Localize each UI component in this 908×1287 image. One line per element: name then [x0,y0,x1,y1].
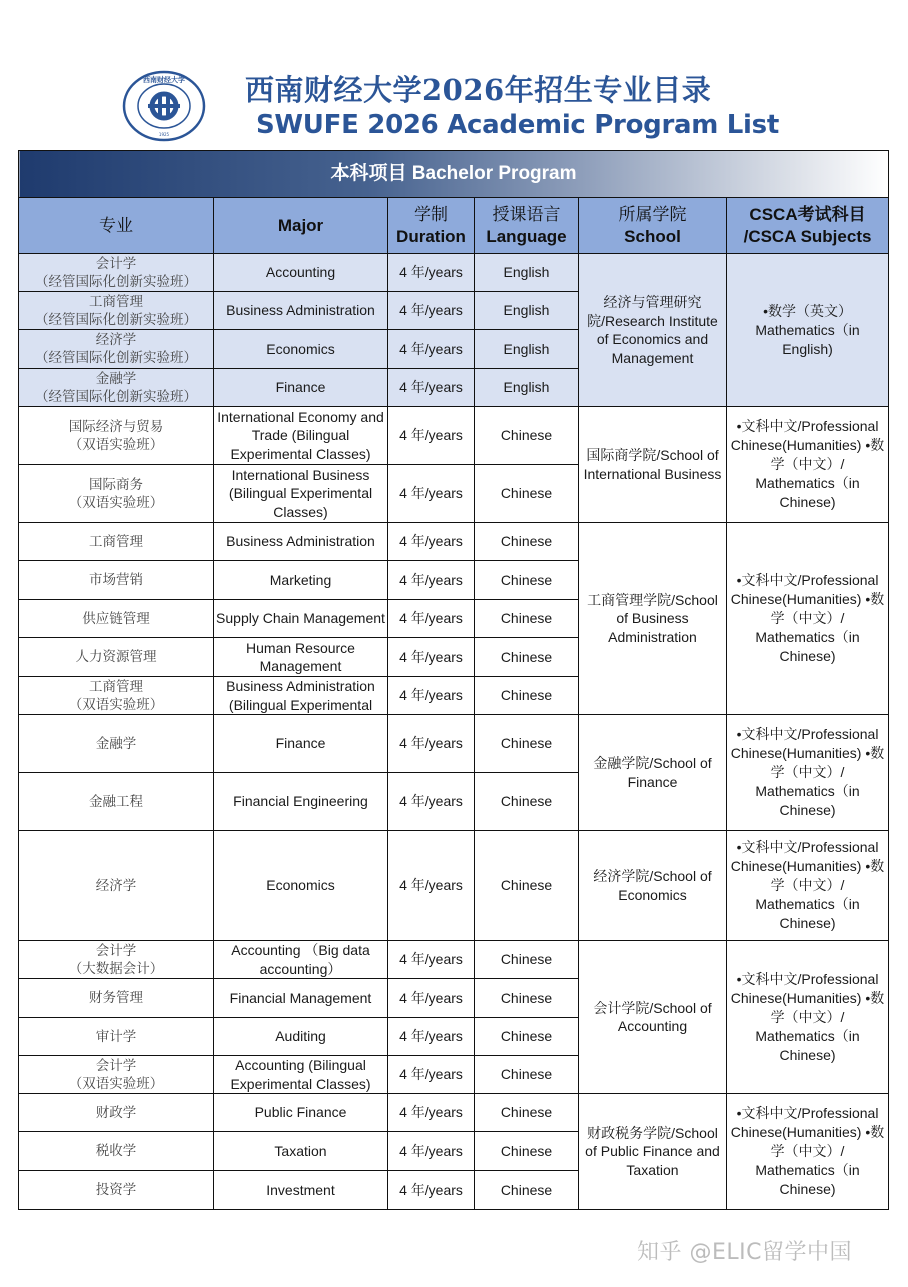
duration-cell: 4 年/years [388,941,475,979]
duration-cell: 4 年/years [388,254,475,292]
major-cn-cell [19,831,214,941]
major-cn: 金融学 [95,370,137,387]
duration-cell: 4 年/years [388,979,475,1018]
major-en-cell: Human Resource Management [214,638,388,677]
table-row [19,523,889,561]
language-cell: English [475,254,579,292]
csca-subjects-cell: •文科中文/Professional Chinese(Humanities) •数学（中文）/ Mathematics（in Chinese) [727,523,889,715]
csca-subjects-cell: •文科中文/Professional Chinese(Humanities) •数学（中文）/ Mathematics（in Chinese) [727,941,889,1094]
duration-cell: 4 年/years [388,1018,475,1056]
major-cn: 国际商务 [89,476,143,493]
duration-cell: 4 年/years [388,1132,475,1171]
major-cn: 会计学 [95,1057,137,1074]
major-cn: 工商管理 [89,293,143,310]
csca-subjects-cell: •文科中文/Professional Chinese(Humanities) •数学（中文）/ Mathematics（in Chinese) [727,1094,889,1210]
duration-cell: 4 年/years [388,369,475,407]
svg-text:1925: 1925 [158,132,170,137]
program-table [18,150,889,1210]
university-logo [122,70,206,142]
column-header-major-cn: 专业 [19,198,214,254]
major-en-cell: Auditing [214,1018,388,1056]
duration-cell: 4 年/years [388,292,475,330]
language-cell: Chinese [475,773,579,831]
major-cn-cell [19,1056,214,1094]
language-cell: Chinese [475,1056,579,1094]
major-cn-cell [19,979,214,1018]
major-cn-cell [19,561,214,600]
major-cn-cell [19,638,214,677]
major-cn-cell [19,254,214,292]
duration-cell: 4 年/years [388,715,475,773]
language-cell: Chinese [475,1171,579,1210]
language-cell: Chinese [475,941,579,979]
major-cn-sub: （大数据会计） [68,960,164,977]
major-cn-cell [19,1094,214,1132]
major-cn: 经济学 [95,332,137,348]
major-en-cell: Taxation [214,1132,388,1171]
school-cell: 金融学院/School of Finance [579,715,727,831]
major-cn: 国际经济与贸易 [68,418,164,435]
duration-cell: 4 年/years [388,523,475,561]
column-header-duration: 学制 Duration [388,198,475,254]
school-cell: 财政税务学院/School of Public Finance and Taxation [579,1094,727,1210]
major-en-cell: Economics [214,831,388,941]
svg-text:西南财经大学: 西南财经大学 [143,75,185,84]
major-cn-cell [19,715,214,773]
language-cell: English [475,369,579,407]
language-cell: English [475,292,579,330]
language-cell: Chinese [475,715,579,773]
major-en-cell: Investment [214,1171,388,1210]
major-cn-cell [19,369,214,407]
table-row [19,407,889,465]
duration-cell: 4 年/years [388,1056,475,1094]
major-cn-cell [19,600,214,638]
major-en-cell: Business Administration (Bilingual Experimental [214,677,388,715]
language-cell: Chinese [475,561,579,600]
major-en-cell: International Business (Bilingual Experimental Classes) [214,465,388,523]
major-cn-cell [19,1018,214,1056]
duration-cell: 4 年/years [388,677,475,715]
duration-cell: 4 年/years [388,330,475,369]
watermark: 知乎 @ELIC留学中国 [637,1240,853,1265]
major-cn-cell [19,465,214,523]
major-cn: 工商管理 [89,678,143,695]
language-cell: Chinese [475,979,579,1018]
major-en-cell: Supply Chain Management [214,600,388,638]
csca-subjects-cell: •文科中文/Professional Chinese(Humanities) •数学（中文）/ Mathematics（in Chinese) [727,715,889,831]
table-row [19,941,889,979]
column-header-csca: CSCA考试科目 /CSCA Subjects [727,198,889,254]
table-row [19,254,889,292]
major-cn: 工商管理 [89,533,143,550]
column-header-major-en: Major [214,198,388,254]
major-en-cell: Marketing [214,561,388,600]
major-en-cell: Economics [214,330,388,369]
major-cn-sub: （双语实验班） [68,1075,164,1092]
major-en-cell: Accounting (Bilingual Experimental Classes) [214,1056,388,1094]
major-cn: 供应链管理 [82,610,150,627]
major-cn: 市场营销 [89,572,143,588]
major-cn: 人力资源管理 [75,649,157,665]
language-cell: Chinese [475,1018,579,1056]
school-cell: 经济与管理研究院/Research Institute of Economics and Management [579,254,727,407]
duration-cell: 4 年/years [388,407,475,465]
language-cell: Chinese [475,1094,579,1132]
language-cell: Chinese [475,677,579,715]
table-row [19,831,889,941]
duration-cell: 4 年/years [388,1171,475,1210]
duration-cell: 4 年/years [388,831,475,941]
major-en-cell: Finance [214,369,388,407]
major-cn: 财务管理 [89,990,143,1006]
major-en-cell: Finance [214,715,388,773]
table-row [19,715,889,773]
major-cn: 经济学 [95,877,137,894]
major-cn-cell [19,330,214,369]
major-en-cell: Business Administration [214,523,388,561]
major-cn-sub: （经管国际化创新实验班） [35,388,197,405]
duration-cell: 4 年/years [388,773,475,831]
school-cell: 经济学院/School of Economics [579,831,727,941]
language-cell: Chinese [475,831,579,941]
duration-cell: 4 年/years [388,465,475,523]
major-cn: 会计学 [95,942,137,959]
major-cn-cell [19,292,214,330]
major-en-cell: Accounting （Big data accounting） [214,941,388,979]
major-cn: 财政学 [95,1104,137,1121]
major-cn-cell [19,773,214,831]
major-cn-sub: （双语实验班） [68,696,164,713]
language-cell: Chinese [475,1132,579,1171]
language-cell: English [475,330,579,369]
major-en-cell: Financial Management [214,979,388,1018]
duration-cell: 4 年/years [388,600,475,638]
school-cell: 工商管理学院/School of Business Administration [579,523,727,715]
duration-cell: 4 年/years [388,638,475,677]
major-cn-sub: （经管国际化创新实验班） [35,273,197,290]
section-banner: 本科项目 Bachelor Program [19,151,889,198]
major-en-cell: Business Administration [214,292,388,330]
column-header-language: 授课语言 Language [475,198,579,254]
major-cn: 审计学 [95,1028,137,1045]
csca-subjects-cell: •数学（英文）Mathematics（in English) [727,254,889,407]
major-cn-sub: （经管国际化创新实验班） [35,311,197,328]
major-cn-cell [19,941,214,979]
major-cn-sub: （经管国际化创新实验班） [35,350,197,366]
csca-subjects-cell: •文科中文/Professional Chinese(Humanities) •数学（中文）/ Mathematics（in Chinese) [727,831,889,941]
table-row [19,1094,889,1132]
duration-cell: 4 年/years [388,561,475,600]
major-en-cell: Financial Engineering [214,773,388,831]
major-cn: 会计学 [95,255,137,272]
major-en-cell: Accounting [214,254,388,292]
duration-cell: 4 年/years [388,1094,475,1132]
column-header-school: 所属学院 School [579,198,727,254]
major-cn: 金融工程 [89,793,143,810]
major-cn: 金融学 [95,735,137,752]
csca-subjects-cell: •文科中文/Professional Chinese(Humanities) •数学（中文）/ Mathematics（in Chinese) [727,407,889,523]
language-cell: Chinese [475,600,579,638]
school-cell: 国际商学院/School of International Business [579,407,727,523]
major-en-cell: International Economy and Trade (Bilingual Experimental Classes) [214,407,388,465]
major-cn-cell [19,523,214,561]
major-cn: 税收学 [95,1143,137,1159]
major-cn-cell [19,407,214,465]
language-cell: Chinese [475,638,579,677]
major-cn-sub: （双语实验班） [68,436,164,453]
major-cn-cell [19,677,214,715]
major-cn: 投资学 [95,1182,137,1198]
major-cn-sub: （双语实验班） [68,494,164,511]
language-cell: Chinese [475,407,579,465]
major-en-cell: Public Finance [214,1094,388,1132]
language-cell: Chinese [475,523,579,561]
page-title-english: SWUFE 2026 Academic Program List [256,110,779,140]
major-cn-cell [19,1132,214,1171]
language-cell: Chinese [475,465,579,523]
major-cn-cell [19,1171,214,1210]
school-cell: 会计学院/School of Accounting [579,941,727,1094]
page-title-chinese: 西南财经大学2026年招生专业目录 [245,73,712,107]
